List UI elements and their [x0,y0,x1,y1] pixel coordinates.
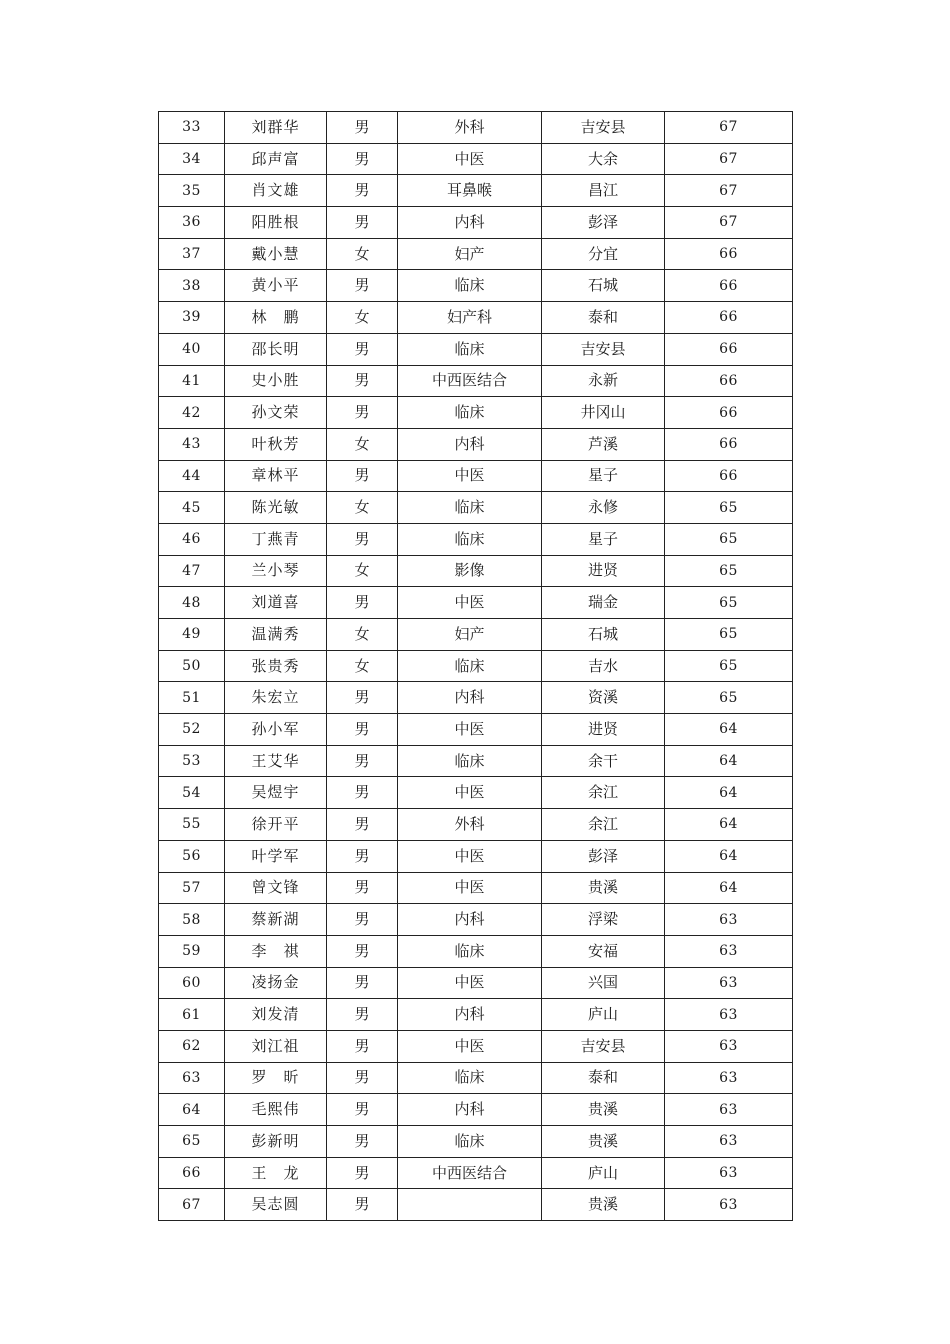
specialty-cell: 临床 [398,523,542,555]
specialty-cell: 中医 [398,967,542,999]
specialty-cell: 临床 [398,1062,542,1094]
table-row [159,555,793,587]
specialty-cell: 耳鼻喉 [398,175,542,207]
specialty-cell: 中西医结合 [398,1157,542,1189]
row-number-cell: 59 [159,935,225,967]
gender-cell: 男 [327,397,398,429]
row-number-cell: 40 [159,333,225,365]
specialty-cell: 临床 [398,650,542,682]
row-number-cell: 62 [159,1030,225,1062]
specialty-cell: 临床 [398,270,542,302]
gender-cell: 女 [327,428,398,460]
county-cell: 井冈山 [542,397,665,429]
gender-cell: 男 [327,999,398,1031]
table-row [159,365,793,397]
county-cell: 泰和 [542,302,665,334]
table-row [159,1062,793,1094]
score-cell: 65 [665,682,793,714]
county-cell: 浮梁 [542,904,665,936]
gender-cell: 男 [327,745,398,777]
table-row [159,967,793,999]
county-cell: 永新 [542,365,665,397]
person-name-cell: 罗 昕 [225,1062,327,1094]
gender-cell: 男 [327,935,398,967]
table-row [159,619,793,651]
row-number-cell: 54 [159,777,225,809]
gender-cell: 男 [327,904,398,936]
row-number-cell: 67 [159,1189,225,1221]
specialty-cell: 内科 [398,904,542,936]
person-name-cell: 章林平 [225,460,327,492]
score-cell: 65 [665,587,793,619]
table-row [159,112,793,144]
table-row [159,1094,793,1126]
row-number-cell: 61 [159,999,225,1031]
county-cell: 进贤 [542,555,665,587]
person-name-cell: 张贵秀 [225,650,327,682]
score-cell: 63 [665,935,793,967]
gender-cell: 女 [327,619,398,651]
table-row [159,460,793,492]
table-row [159,999,793,1031]
specialty-cell: 临床 [398,1126,542,1158]
county-cell: 芦溪 [542,428,665,460]
county-cell: 彭泽 [542,207,665,239]
score-cell: 66 [665,333,793,365]
gender-cell: 男 [327,1062,398,1094]
specialty-cell: 中医 [398,872,542,904]
row-number-cell: 49 [159,619,225,651]
gender-cell: 女 [327,555,398,587]
specialty-cell: 妇产科 [398,302,542,334]
county-cell: 贵溪 [542,872,665,904]
county-cell: 永修 [542,492,665,524]
score-cell: 65 [665,492,793,524]
table-row [159,935,793,967]
person-name-cell: 丁燕青 [225,523,327,555]
person-name-cell: 刘发清 [225,999,327,1031]
specialty-cell: 中医 [398,840,542,872]
county-cell: 进贤 [542,714,665,746]
score-cell: 63 [665,1126,793,1158]
score-cell: 63 [665,1094,793,1126]
score-cell: 66 [665,270,793,302]
row-number-cell: 34 [159,143,225,175]
row-number-cell: 52 [159,714,225,746]
county-cell: 大余 [542,143,665,175]
county-cell: 分宜 [542,238,665,270]
specialty-cell: 中医 [398,1030,542,1062]
specialty-cell: 妇产 [398,619,542,651]
score-cell: 63 [665,1062,793,1094]
score-cell: 65 [665,523,793,555]
score-cell: 66 [665,365,793,397]
person-name-cell: 史小胜 [225,365,327,397]
row-number-cell: 35 [159,175,225,207]
county-cell: 吉水 [542,650,665,682]
score-cell: 67 [665,143,793,175]
county-cell: 贵溪 [542,1126,665,1158]
gender-cell: 男 [327,872,398,904]
table-row [159,1157,793,1189]
score-cell: 65 [665,619,793,651]
row-number-cell: 51 [159,682,225,714]
score-cell: 67 [665,112,793,144]
county-cell: 石城 [542,619,665,651]
table-row [159,175,793,207]
gender-cell: 女 [327,650,398,682]
row-number-cell: 47 [159,555,225,587]
person-name-cell: 王艾华 [225,745,327,777]
table-row [159,397,793,429]
specialty-cell: 外科 [398,809,542,841]
county-cell: 吉安县 [542,333,665,365]
specialty-cell: 内科 [398,428,542,460]
row-number-cell: 44 [159,460,225,492]
county-cell: 庐山 [542,1157,665,1189]
specialty-cell: 中医 [398,143,542,175]
specialty-cell: 中医 [398,777,542,809]
table-row [159,872,793,904]
person-name-cell: 孙文荣 [225,397,327,429]
gender-cell: 男 [327,460,398,492]
score-cell: 63 [665,1030,793,1062]
table-row [159,302,793,334]
county-cell: 庐山 [542,999,665,1031]
gender-cell: 男 [327,1126,398,1158]
person-name-cell: 李 祺 [225,935,327,967]
row-number-cell: 33 [159,112,225,144]
specialty-cell: 内科 [398,207,542,239]
gender-cell: 男 [327,1157,398,1189]
roster-table [158,111,793,1221]
person-name-cell: 刘群华 [225,112,327,144]
score-cell: 63 [665,967,793,999]
gender-cell: 男 [327,523,398,555]
score-cell: 64 [665,714,793,746]
person-name-cell: 温满秀 [225,619,327,651]
score-cell: 64 [665,745,793,777]
gender-cell: 男 [327,714,398,746]
roster-body [159,112,793,1221]
person-name-cell: 毛熙伟 [225,1094,327,1126]
person-name-cell: 林 鹏 [225,302,327,334]
county-cell: 星子 [542,460,665,492]
gender-cell: 男 [327,365,398,397]
person-name-cell: 阳胜根 [225,207,327,239]
gender-cell: 男 [327,1094,398,1126]
row-number-cell: 57 [159,872,225,904]
table-row [159,809,793,841]
specialty-cell: 临床 [398,935,542,967]
person-name-cell: 肖文雄 [225,175,327,207]
specialty-cell: 中西医结合 [398,365,542,397]
county-cell: 贵溪 [542,1189,665,1221]
person-name-cell: 蔡新湖 [225,904,327,936]
person-name-cell: 吴煜宇 [225,777,327,809]
row-number-cell: 48 [159,587,225,619]
county-cell: 瑞金 [542,587,665,619]
row-number-cell: 39 [159,302,225,334]
specialty-cell: 内科 [398,999,542,1031]
specialty-cell: 临床 [398,397,542,429]
row-number-cell: 64 [159,1094,225,1126]
county-cell: 泰和 [542,1062,665,1094]
specialty-cell: 影像 [398,555,542,587]
score-cell: 67 [665,175,793,207]
specialty-cell: 临床 [398,333,542,365]
score-cell: 65 [665,555,793,587]
person-name-cell: 刘江祖 [225,1030,327,1062]
county-cell: 余江 [542,809,665,841]
row-number-cell: 41 [159,365,225,397]
row-number-cell: 36 [159,207,225,239]
gender-cell: 男 [327,777,398,809]
score-cell: 63 [665,904,793,936]
person-name-cell: 陈光敏 [225,492,327,524]
specialty-cell: 妇产 [398,238,542,270]
row-number-cell: 66 [159,1157,225,1189]
county-cell: 昌江 [542,175,665,207]
county-cell: 星子 [542,523,665,555]
row-number-cell: 50 [159,650,225,682]
person-name-cell: 刘道喜 [225,587,327,619]
table-row [159,523,793,555]
gender-cell: 男 [327,143,398,175]
specialty-cell: 内科 [398,1094,542,1126]
gender-cell: 男 [327,333,398,365]
table-row [159,587,793,619]
specialty-cell: 中医 [398,714,542,746]
table-row [159,682,793,714]
person-name-cell: 邱声富 [225,143,327,175]
gender-cell: 男 [327,682,398,714]
county-cell: 石城 [542,270,665,302]
table-row [159,1126,793,1158]
county-cell: 贵溪 [542,1094,665,1126]
score-cell: 66 [665,428,793,460]
gender-cell: 女 [327,302,398,334]
row-number-cell: 65 [159,1126,225,1158]
table-row [159,650,793,682]
table-row [159,333,793,365]
person-name-cell: 王 龙 [225,1157,327,1189]
person-name-cell: 曾文锋 [225,872,327,904]
person-name-cell: 叶秋芳 [225,428,327,460]
specialty-cell [398,1189,542,1221]
table-row [159,270,793,302]
gender-cell: 男 [327,840,398,872]
row-number-cell: 38 [159,270,225,302]
row-number-cell: 45 [159,492,225,524]
person-name-cell: 兰小琴 [225,555,327,587]
row-number-cell: 55 [159,809,225,841]
gender-cell: 男 [327,1189,398,1221]
county-cell: 余干 [542,745,665,777]
gender-cell: 男 [327,1030,398,1062]
gender-cell: 女 [327,492,398,524]
county-cell: 兴国 [542,967,665,999]
row-number-cell: 60 [159,967,225,999]
gender-cell: 男 [327,270,398,302]
county-cell: 余江 [542,777,665,809]
person-name-cell: 孙小军 [225,714,327,746]
table-row [159,714,793,746]
table-row [159,1030,793,1062]
score-cell: 67 [665,207,793,239]
row-number-cell: 56 [159,840,225,872]
gender-cell: 男 [327,175,398,207]
county-cell: 彭泽 [542,840,665,872]
person-name-cell: 徐开平 [225,809,327,841]
score-cell: 64 [665,840,793,872]
specialty-cell: 中医 [398,460,542,492]
table-row [159,428,793,460]
person-name-cell: 彭新明 [225,1126,327,1158]
table-row [159,143,793,175]
specialty-cell: 临床 [398,492,542,524]
specialty-cell: 临床 [398,745,542,777]
county-cell: 安福 [542,935,665,967]
table-row [159,777,793,809]
table-row [159,745,793,777]
gender-cell: 男 [327,112,398,144]
score-cell: 64 [665,809,793,841]
person-name-cell: 叶学军 [225,840,327,872]
table-row [159,238,793,270]
row-number-cell: 42 [159,397,225,429]
county-cell: 吉安县 [542,1030,665,1062]
gender-cell: 男 [327,967,398,999]
row-number-cell: 46 [159,523,225,555]
gender-cell: 男 [327,207,398,239]
gender-cell: 男 [327,809,398,841]
row-number-cell: 58 [159,904,225,936]
specialty-cell: 内科 [398,682,542,714]
table-row [159,207,793,239]
score-cell: 64 [665,777,793,809]
person-name-cell: 凌扬金 [225,967,327,999]
row-number-cell: 63 [159,1062,225,1094]
table-row [159,840,793,872]
person-name-cell: 戴小慧 [225,238,327,270]
score-cell: 63 [665,1157,793,1189]
specialty-cell: 中医 [398,587,542,619]
county-cell: 资溪 [542,682,665,714]
score-cell: 66 [665,238,793,270]
score-cell: 65 [665,650,793,682]
score-cell: 63 [665,1189,793,1221]
score-cell: 63 [665,999,793,1031]
table-row [159,492,793,524]
row-number-cell: 37 [159,238,225,270]
gender-cell: 女 [327,238,398,270]
person-name-cell: 黄小平 [225,270,327,302]
person-name-cell: 吴志圆 [225,1189,327,1221]
row-number-cell: 43 [159,428,225,460]
person-name-cell: 朱宏立 [225,682,327,714]
gender-cell: 男 [327,587,398,619]
table-row [159,1189,793,1221]
score-cell: 66 [665,397,793,429]
score-cell: 64 [665,872,793,904]
score-cell: 66 [665,460,793,492]
person-name-cell: 邵长明 [225,333,327,365]
county-cell: 吉安县 [542,112,665,144]
table-row [159,904,793,936]
row-number-cell: 53 [159,745,225,777]
specialty-cell: 外科 [398,112,542,144]
score-cell: 66 [665,302,793,334]
